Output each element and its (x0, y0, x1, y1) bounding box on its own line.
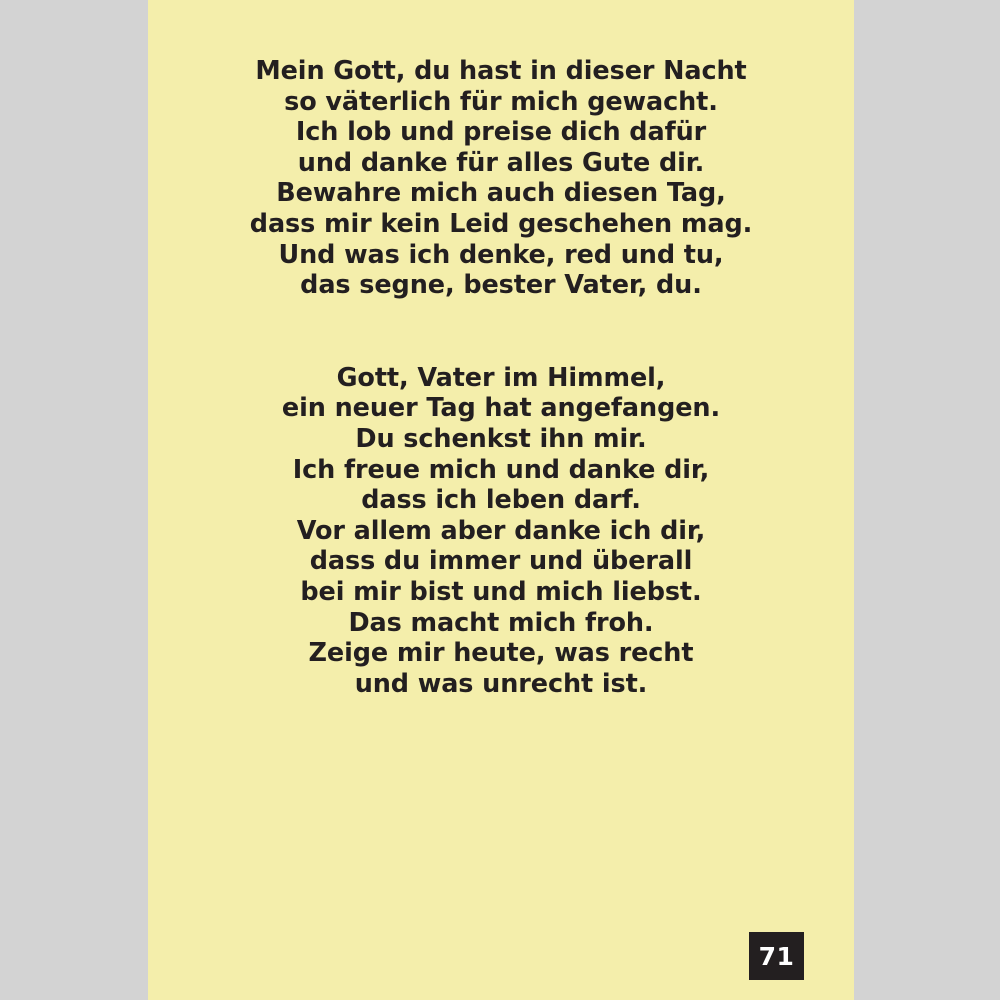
stanza-line: Mein Gott, du hast in dieser Nacht (255, 56, 747, 86)
page-number-badge (749, 932, 804, 980)
stanza-line: dass ich leben darf. (361, 485, 641, 516)
stanza-line: und was unrecht ist. (354, 668, 648, 699)
page-content (148, 0, 854, 699)
stanza-line: Das macht mich froh. (348, 607, 654, 638)
stanza-line: und danke für alles Gute dir. (297, 147, 705, 178)
stanza-line: dass du immer und überall (309, 546, 693, 577)
stanza-line: so väterlich für mich gewacht. (284, 86, 718, 117)
stanza-line: Zeige mir heute, was recht (308, 638, 694, 669)
page-number: 71 (758, 941, 795, 971)
stanza-line: Vor allem aber danke ich dir, (296, 515, 706, 546)
stanza-line: dass mir kein Leid geschehen mag. (249, 208, 753, 239)
stanza-line: Du schenkst ihn mir. (355, 423, 647, 454)
prayer-stanza-1 (148, 56, 854, 301)
stanza-line: ein neuer Tag hat angefangen. (281, 393, 721, 424)
prayer-stanza-2 (148, 363, 854, 700)
book-page (148, 0, 854, 1000)
stanza-line: Ich lob und preise dich dafür (295, 117, 707, 148)
stanza-line: Ich freue mich und danke dir, (292, 454, 710, 485)
stanza-line: Bewahre mich auch diesen Tag, (276, 178, 726, 209)
stanza-line: Gott, Vater im Himmel, (336, 362, 666, 393)
stanza-line: das segne, bester Vater, du. (300, 270, 702, 301)
stanza-line: bei mir bist und mich liebst. (300, 576, 702, 607)
stanza-line: Und was ich denke, red und tu, (278, 239, 724, 270)
